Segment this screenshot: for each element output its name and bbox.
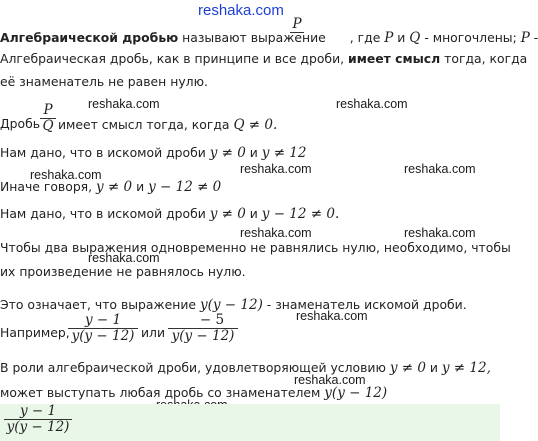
text: и: [245, 206, 262, 221]
math-condition: y ≠ 0: [209, 206, 246, 222]
fraction-numerator: P: [43, 102, 53, 118]
text: и: [425, 360, 442, 375]
fraction-numerator: P: [292, 16, 302, 32]
conclusion-line: [0, 297, 467, 313]
fraction-numerator: y − 1: [19, 403, 57, 419]
text: тогда, когда: [440, 51, 528, 66]
answer-fraction: [4, 404, 72, 435]
math-condition: y ≠ 12: [261, 145, 307, 161]
text: -: [529, 30, 538, 45]
math-condition: y − 12 ≠ 0: [148, 179, 222, 195]
text: Нам дано, что в искомой дроби: [0, 145, 210, 160]
fraction-numerator: − 5: [199, 312, 225, 328]
example-fraction-1: [68, 313, 138, 344]
math-q: Q: [409, 30, 421, 46]
text: , где: [349, 30, 385, 45]
given-line-1: [0, 145, 306, 161]
math-condition: y ≠ 0: [96, 179, 133, 195]
explanation-line-2: их произведение не равнялось нулю.: [0, 264, 246, 279]
text: Алгебраическая дробь, как в принципе и все дроби,: [0, 51, 349, 66]
fraction-denominator: y(y − 12): [71, 327, 135, 344]
answer-highlight: [0, 404, 500, 441]
watermark: reshaka.com: [296, 309, 368, 323]
term-algebraic-fraction: Алгебраической дробью: [0, 30, 179, 45]
math-condition: y ≠ 0: [209, 145, 246, 161]
condition-line: Дробь: [0, 116, 41, 131]
watermark: reshaka.com: [88, 251, 160, 265]
watermark: reshaka.com: [88, 97, 160, 111]
role-line-1: [0, 360, 491, 376]
text: и: [393, 30, 410, 45]
example-label: Например,: [0, 325, 70, 340]
watermark: reshaka.com: [404, 162, 476, 176]
math-expression: y(y − 12): [324, 385, 388, 401]
fraction-denominator: y(y − 12): [6, 418, 70, 435]
text: - многочлены;: [420, 30, 521, 45]
math-condition: y ≠ 12,: [441, 360, 491, 376]
fraction-denominator: Q: [42, 117, 54, 134]
text: - знаменатель искомой дроби.: [262, 297, 467, 312]
definition-line-2: [0, 52, 527, 67]
watermark: reshaka.com: [30, 168, 102, 182]
text: Иначе говоря,: [0, 179, 97, 194]
text: называют выражение: [178, 30, 330, 45]
condition-line-text: [58, 117, 277, 133]
restated-line: [0, 179, 221, 195]
text: В роли алгебраической дроби, удовлетворяющей условию: [0, 360, 390, 375]
math-p: P: [520, 30, 530, 46]
text: может выступать любая дробь со знаменателем: [0, 385, 325, 400]
given-line-2: [0, 206, 339, 222]
definition-line-3: её знаменатель не равен нулю.: [0, 74, 208, 89]
term-makes-sense: имеет смысл: [348, 51, 441, 66]
text: и: [132, 179, 149, 194]
example-or: или: [141, 325, 166, 340]
watermark: reshaka.com: [294, 373, 366, 387]
explanation-line-1: Чтобы два выражения одновременно не равнялись нулю, необходимо, чтобы: [0, 240, 511, 255]
watermark: reshaka.com: [404, 226, 476, 240]
definition-line-1: [0, 30, 538, 46]
math-condition: Q ≠ 0.: [233, 117, 278, 133]
math-condition: y − 12 ≠ 0.: [261, 206, 340, 222]
watermark: reshaka.com: [240, 162, 312, 176]
math-p: P: [384, 30, 394, 46]
fraction-denominator: y(y − 12): [171, 327, 235, 344]
math-expression: y(y − 12): [200, 297, 263, 313]
example-fraction-2: [168, 313, 238, 344]
text: Это означает, что выражение: [0, 297, 200, 312]
fraction-p-over-blank: [290, 17, 304, 33]
fraction-numerator: y − 1: [84, 312, 122, 328]
math-condition: y ≠ 0: [389, 360, 426, 376]
fraction-p-over-q: [40, 103, 56, 134]
site-watermark-top: reshaka.com: [198, 2, 284, 19]
text: и: [245, 145, 262, 160]
watermark: reshaka.com: [240, 226, 312, 240]
watermark: reshaka.com: [336, 97, 408, 111]
text: Нам дано, что в искомой дроби: [0, 206, 210, 221]
text: имеет смысл тогда, когда: [58, 117, 234, 132]
